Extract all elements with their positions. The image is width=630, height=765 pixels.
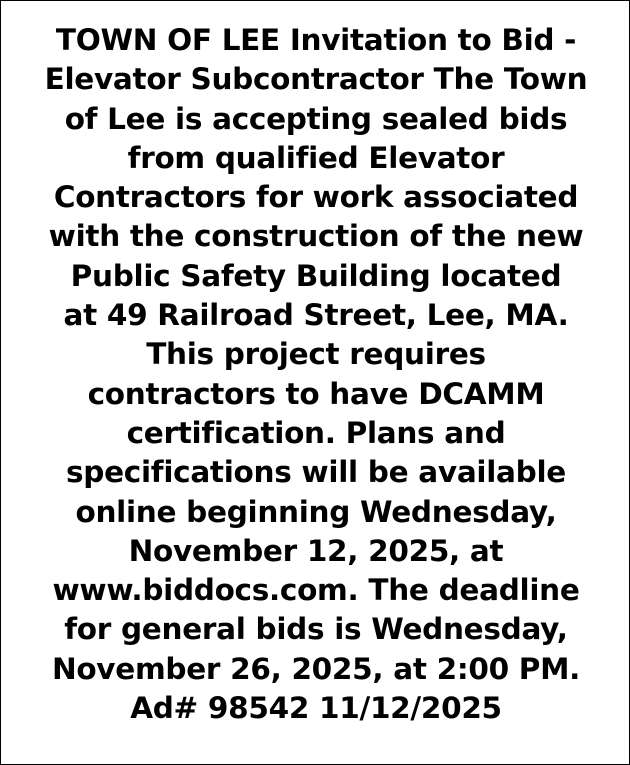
notice-line: TOWN OF LEE Invitation to Bid -: [55, 23, 577, 57]
notice-line: specifications will be available: [66, 455, 566, 490]
notice-line: www.biddocs.com. The deadline: [52, 573, 580, 608]
notice-line: contractors to have DCAMM: [87, 376, 545, 411]
notice-line: November 26, 2025, at 2:00 PM.: [51, 651, 581, 686]
notice-line: with the construction of the new: [48, 219, 584, 254]
notice-line: at 49 Railroad Street, Lee, MA.: [63, 298, 569, 333]
notice-line: certification. Plans and: [126, 415, 506, 450]
notice-line: This project requires: [146, 337, 486, 372]
ad-reference: Ad# 98542 11/12/2025: [130, 691, 502, 726]
notice-line: for general bids is Wednesday,: [64, 612, 568, 647]
notice-line: from qualified Elevator: [127, 140, 505, 175]
notice-line: Public Safety Building located: [70, 258, 562, 293]
legal-notice-text: [1, 21, 630, 728]
notice-line: online beginning Wednesday,: [75, 494, 557, 529]
notice-line: Contractors for work associated: [53, 180, 579, 215]
notice-line: Elevator Subcontractor The Town: [44, 62, 588, 97]
notice-line: November 12, 2025, at: [128, 533, 504, 568]
notice-line: of Lee is accepting sealed bids: [64, 101, 568, 136]
